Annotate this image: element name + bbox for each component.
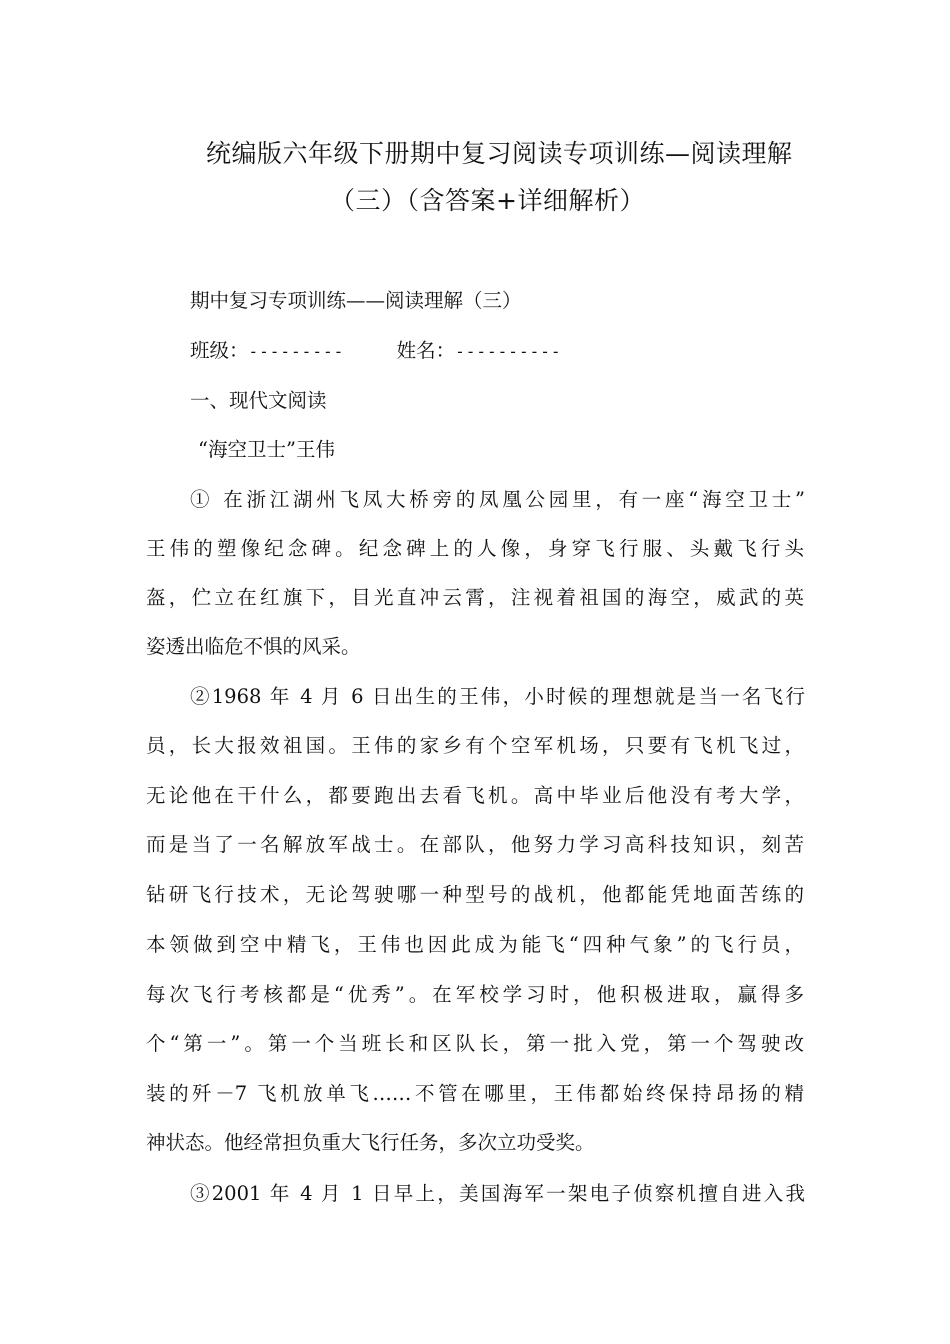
body-line: 王伟的塑像纪念碑。纪念碑上的人像，身穿飞行服、头戴飞行头 bbox=[146, 537, 804, 560]
section-subtitle: 期中复习专项训练——阅读理解（三） bbox=[190, 289, 522, 312]
section-heading: 一、现代文阅读 bbox=[190, 389, 327, 412]
body-line: 神状态。他经常担负重大飞行任务，多次立功受奖。 bbox=[146, 1131, 595, 1154]
body-line: 无论他在干什么，都要跑出去看飞机。高中毕业后他没有考大学， bbox=[146, 784, 804, 807]
body-line: 而是当了一名解放军战士。在部队，他努力学习高科技知识，刻苦 bbox=[146, 833, 804, 856]
body-line: 员，长大报效祖国。王伟的家乡有个空军机场，只要有飞机飞过， bbox=[146, 734, 804, 757]
body-line: 姿透出临危不惧的风采。 bbox=[146, 635, 361, 658]
body-line: 本领做到空中精飞，王伟也因此成为能飞“四种气象”的飞行员， bbox=[146, 933, 804, 956]
document-title-line-1: 统编版六年级下册期中复习阅读专项训练—阅读理解 bbox=[206, 139, 793, 168]
body-line: ②1968 年 4 月 6 日出生的王伟，小时候的理想就是当一名飞行 bbox=[190, 685, 805, 708]
class-label: 班级： bbox=[190, 339, 249, 362]
body-line: 盔，伫立在红旗下，目光直冲云霄，注视着祖国的海空，威武的英 bbox=[146, 586, 804, 609]
article-title: “海空卫士”王伟 bbox=[198, 438, 335, 461]
name-blank: ---------- bbox=[455, 342, 562, 361]
document-title-line-2: （三）（含答案+详细解析） bbox=[330, 186, 645, 215]
body-line: 钻研飞行技术，无论驾驶哪一种型号的战机，他都能凭地面苦练的 bbox=[146, 883, 804, 906]
body-line: 装的歼－7 飞机放单飞……不管在哪里，王伟都始终保持昂扬的精 bbox=[146, 1082, 804, 1105]
class-blank: --------- bbox=[248, 342, 345, 361]
body-line: ① 在浙江湖州飞凤大桥旁的凤凰公园里，有一座“海空卫士” bbox=[190, 488, 805, 511]
class-name-row bbox=[190, 338, 561, 365]
name-label: 姓名： bbox=[396, 339, 456, 362]
body-line: 每次飞行考核都是“优秀”。在军校学习时，他积极进取，赢得多 bbox=[146, 983, 804, 1006]
body-line: 个“第一”。第一个当班长和区队长，第一批入党，第一个驾驶改 bbox=[146, 1032, 804, 1055]
body-line: ③2001 年 4 月 1 日早上，美国海军一架电子侦察机擅自进入我 bbox=[190, 1182, 805, 1205]
